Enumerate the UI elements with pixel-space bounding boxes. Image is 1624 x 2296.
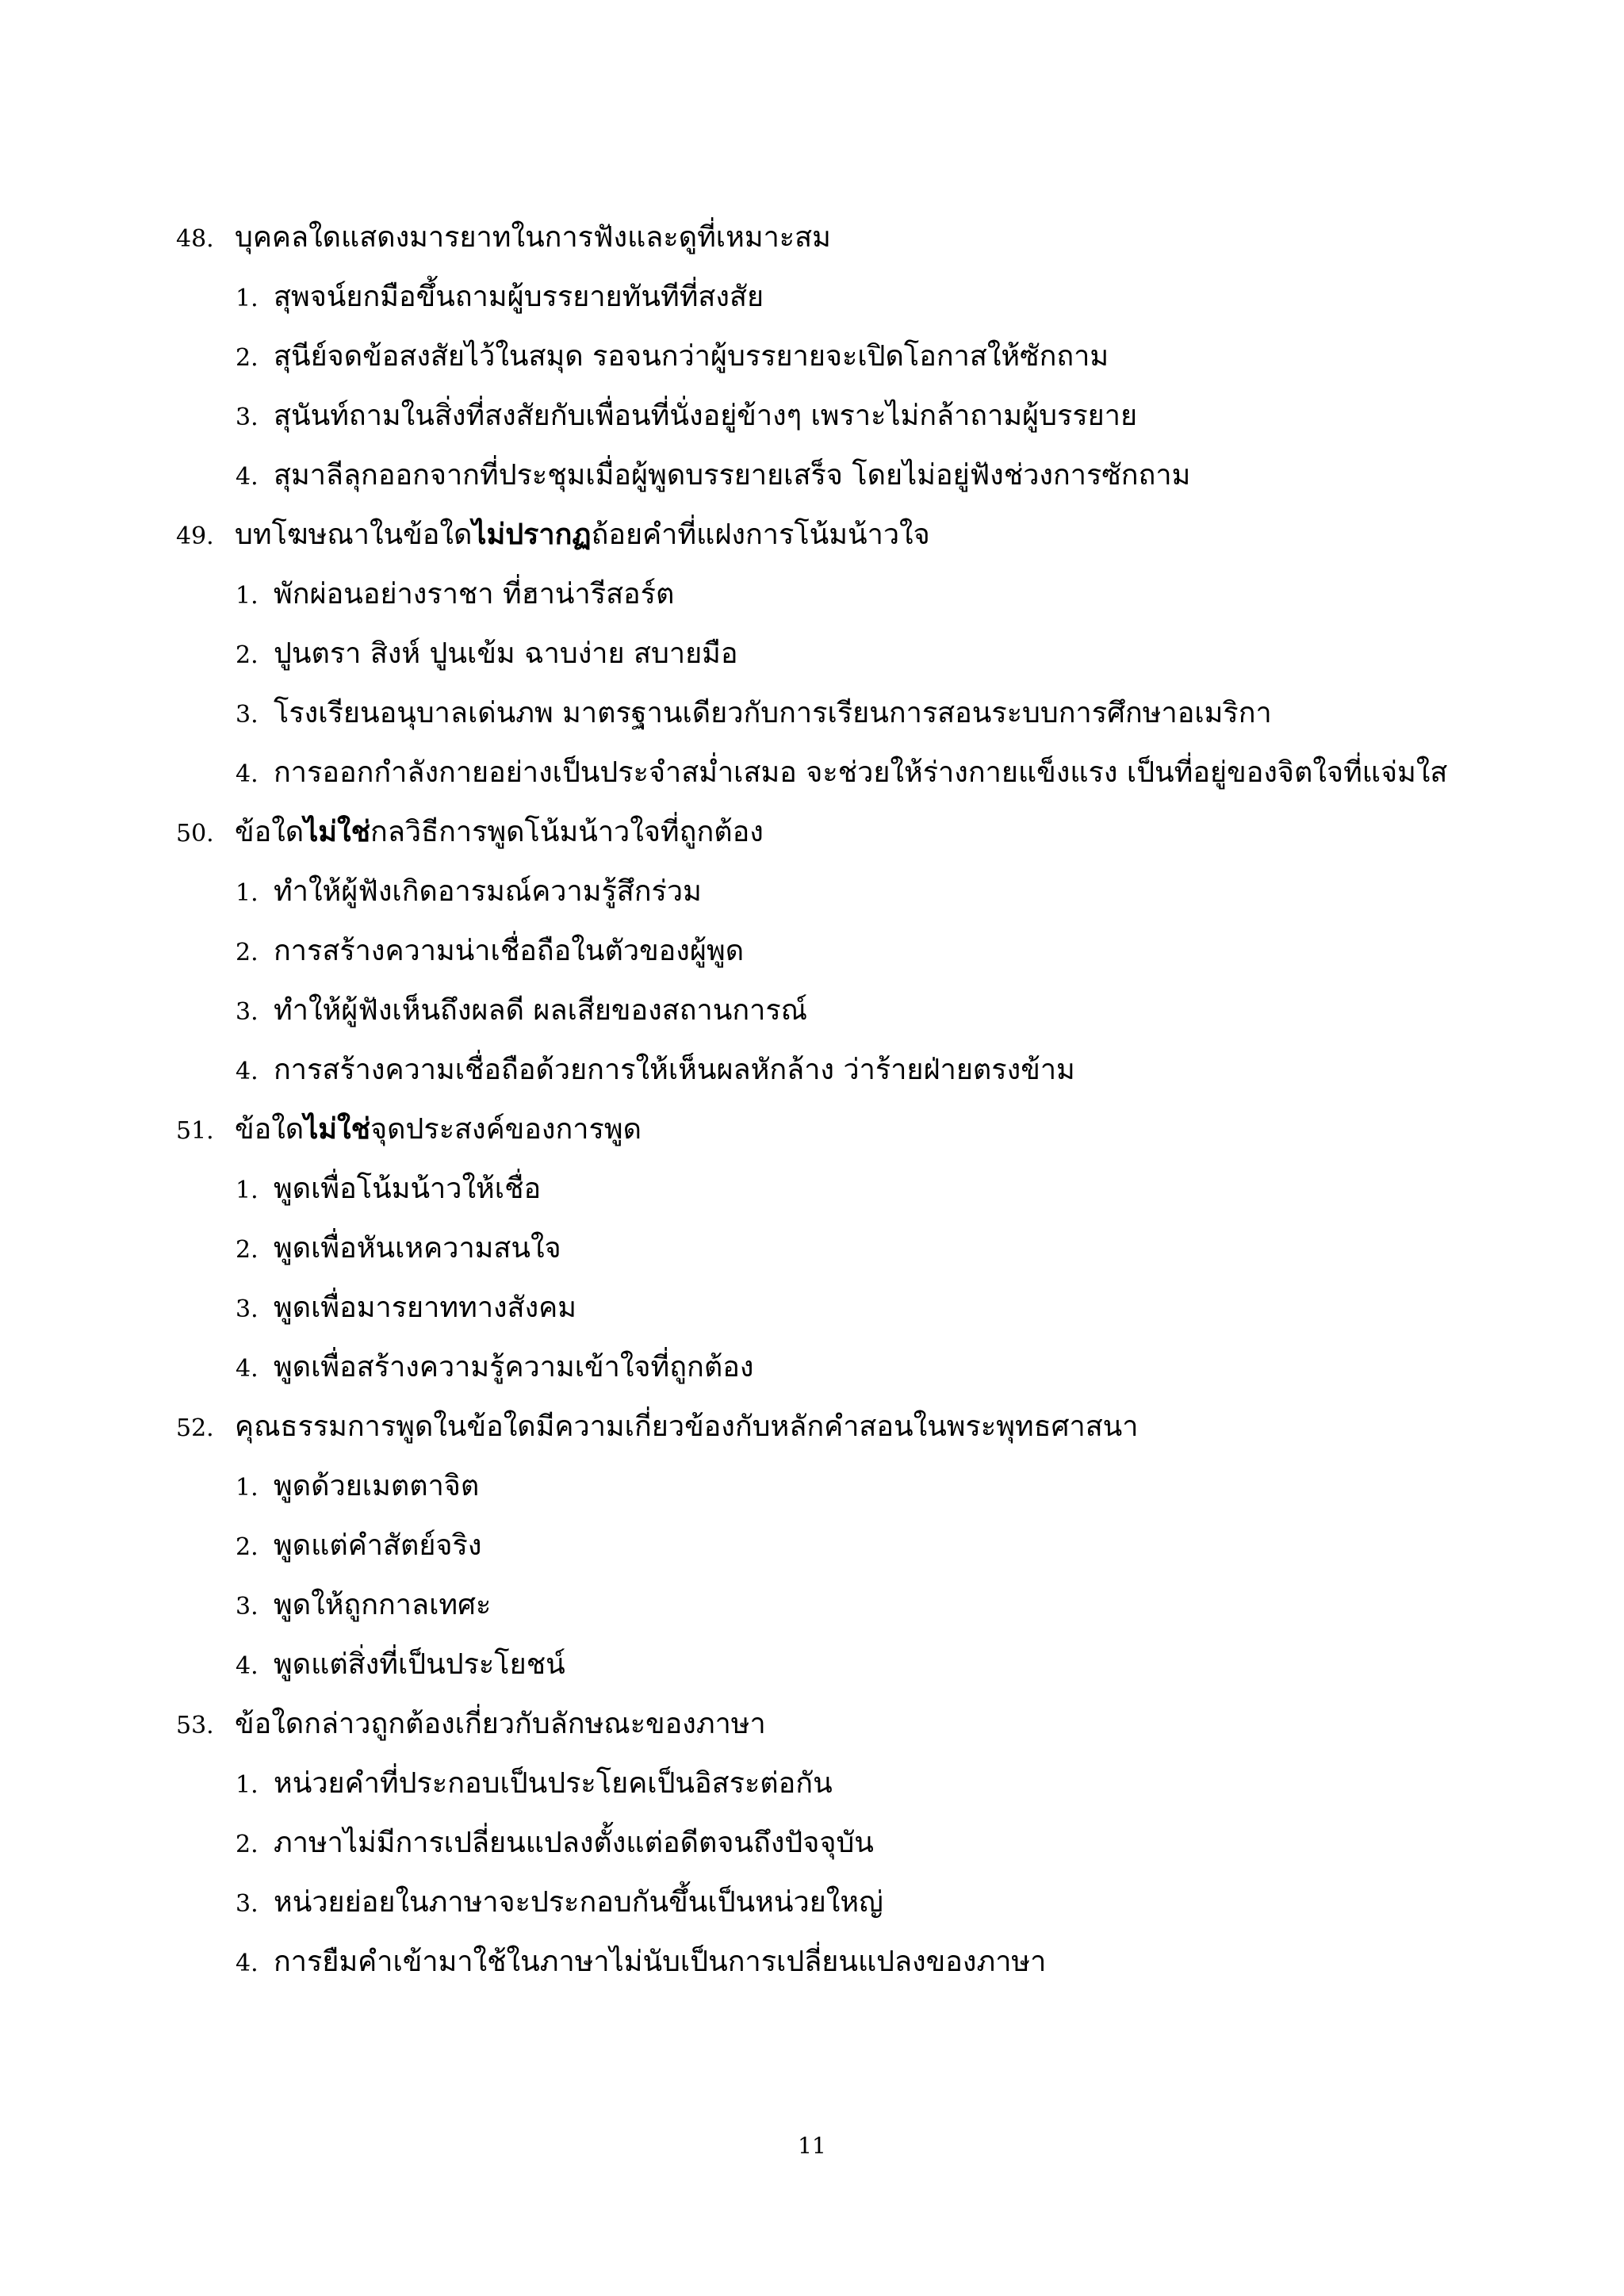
option-text: พูดแต่คำสัตย์จริง [274,1529,482,1562]
answer-option [176,446,1540,505]
question-number: 52. [176,1414,214,1442]
option-text: ทำให้ผู้ฟังเกิดอารมณ์ความรู้สึกร่วม [274,875,702,908]
question-text-pre: ข้อใด [235,816,304,848]
option-number: 3. [236,404,259,431]
option-number: 2. [236,1236,259,1264]
question-stem [176,802,1540,862]
question-text-post: จุดประสงค์ของการพูด [370,1113,642,1146]
answer-option [176,743,1540,802]
option-text: พูดให้ถูกกาลเทศะ [274,1589,492,1621]
answer-option [176,862,1540,921]
option-number: 3. [236,1890,259,1918]
option-text: สุนีย์จดข้อสงสัยไว้ในสมุด รอจนกว่าผู้บรรยายจะเปิดโอกาสให้ซักถาม [274,340,1109,373]
option-number: 1. [236,582,259,610]
page-number: 11 [798,2133,826,2159]
answer-option [176,1635,1540,1694]
option-number: 3. [236,1593,259,1621]
answer-option [176,1754,1540,1813]
question-text: คุณธรรมการพูดในข้อใดมีความเกี่ยวข้องกับหลักคำสอนในพระพุทธศาสนา [235,1410,1139,1443]
option-text: การยืมคำเข้ามาใช้ในภาษาไม่นับเป็นการเปลี่ยนแปลงของภาษา [274,1946,1047,1978]
option-text: สุมาลีลุกออกจากที่ประชุมเมื่อผู้พูดบรรยายเสร็จ โดยไม่อยู่ฟังช่วงการซักถาม [274,459,1191,492]
question-text: บุคคลใดแสดงมารยาทในการฟังและดูที่เหมาะสม [235,221,831,254]
question-number: 51. [176,1117,214,1145]
option-number: 1. [236,1474,259,1502]
answer-option [176,1516,1540,1575]
question-number: 53. [176,1712,214,1739]
option-number: 2. [236,344,259,372]
answer-option [176,683,1540,743]
answer-option [176,1575,1540,1635]
option-text: พูดเพื่อหันเหความสนใจ [274,1232,561,1265]
option-number: 4. [236,1652,259,1680]
question-text-emphasis: ไม่ปรากฏ [472,518,592,551]
option-number: 4. [236,1355,259,1383]
question-text-emphasis: ไม่ใช่ [304,1112,371,1146]
answer-option [176,981,1540,1040]
answer-option [176,624,1540,683]
option-text: พูดด้วยเมตตาจิต [274,1470,480,1502]
option-number: 2. [236,939,259,966]
answer-option [176,1873,1540,1932]
option-number: 4. [236,760,259,788]
question-text-post: กลวิธีการพูดโน้มน้าวใจที่ถูกต้อง [370,816,764,848]
option-number: 4. [236,1950,259,1977]
option-text: หน่วยคำที่ประกอบเป็นประโยคเป็นอิสระต่อกัน [274,1767,833,1800]
option-text: สุพจน์ยกมือขึ้นถามผู้บรรยายทันทีที่สงสัย [274,281,764,313]
option-text: โรงเรียนอนุบาลเด่นภพ มาตรฐานเดียวกับการเรียนการสอนระบบการศึกษาอเมริกา [274,697,1272,729]
answer-option [176,564,1540,624]
question-list [176,208,1540,1992]
answer-option [176,1456,1540,1516]
option-number: 3. [236,1295,259,1323]
option-number: 2. [236,1533,259,1561]
option-text: หน่วยย่อยในภาษาจะประกอบกันขึ้นเป็นหน่วยใหญ่ [274,1886,883,1919]
answer-option [176,1337,1540,1397]
question-number: 50. [176,820,214,848]
option-text: การสร้างความเชื่อถือด้วยการให้เห็นผลหักล้าง ว่าร้ายฝ่ายตรงข้าม [274,1054,1075,1086]
option-text: ภาษาไม่มีการเปลี่ยนแปลงตั้งแต่อดีตจนถึงปัจจุบัน [274,1827,874,1859]
option-text: การสร้างความน่าเชื่อถือในตัวของผู้พูด [274,935,745,967]
option-text: ทำให้ผู้ฟังเห็นถึงผลดี ผลเสียของสถานการณ์ [274,994,808,1027]
question-number: 48. [176,225,214,253]
answer-option [176,267,1540,327]
option-text: พูดเพื่อโน้มน้าวให้เชื่อ [274,1173,542,1205]
option-text: การออกกำลังกายอย่างเป็นประจำสม่ำเสมอ จะช่วยให้ร่างกายแข็งแรง เป็นที่อยู่ของจิตใจที่แจ่มใส [274,756,1448,789]
answer-option [176,1159,1540,1219]
option-number: 3. [236,701,259,729]
option-number: 1. [236,879,259,907]
answer-option [176,1278,1540,1337]
question-stem [176,208,1540,267]
option-text: พักผ่อนอย่างราชา ที่ฮาน่ารีสอร์ต [274,578,675,610]
option-text: พูดเพื่อมารยาททางสังคม [274,1292,576,1324]
question-stem [176,1694,1540,1754]
question-text-post: ถ้อยคำที่แฝงการโน้มน้าวใจ [591,519,930,551]
option-text: พูดแต่สิ่งที่เป็นประโยชน์ [274,1648,565,1681]
question-number: 49. [176,522,214,550]
option-number: 3. [236,998,259,1026]
option-number: 1. [236,1177,259,1204]
question-text-pre: ข้อใด [235,1113,304,1146]
answer-option [176,386,1540,446]
answer-option [176,1219,1540,1278]
question-stem [176,1100,1540,1159]
question-text-emphasis: ไม่ใช่ [304,815,371,848]
option-number: 4. [236,463,259,491]
answer-option [176,1040,1540,1100]
option-text: สุนันท์ถามในสิ่งที่สงสัยกับเพื่อนที่นั่งอยู่ข้างๆ เพราะไม่กล้าถามผู้บรรยาย [274,400,1138,432]
option-text: พูดเพื่อสร้างความรู้ความเข้าใจที่ถูกต้อง [274,1351,754,1383]
option-number: 2. [236,641,259,669]
answer-option [176,921,1540,981]
option-number: 1. [236,285,259,312]
answer-option [176,1813,1540,1873]
answer-option [176,1932,1540,1992]
question-stem [176,505,1540,564]
option-number: 2. [236,1831,259,1858]
option-number: 4. [236,1058,259,1085]
question-stem [176,1397,1540,1456]
question-text: ข้อใดกล่าวถูกต้องเกี่ยวกับลักษณะของภาษา [235,1708,766,1740]
option-number: 1. [236,1771,259,1799]
question-text-pre: บทโฆษณาในข้อใด [235,519,473,551]
option-text: ปูนตรา สิงห์ ปูนเข้ม ฉาบง่าย สบายมือ [274,637,738,670]
answer-option [176,327,1540,386]
